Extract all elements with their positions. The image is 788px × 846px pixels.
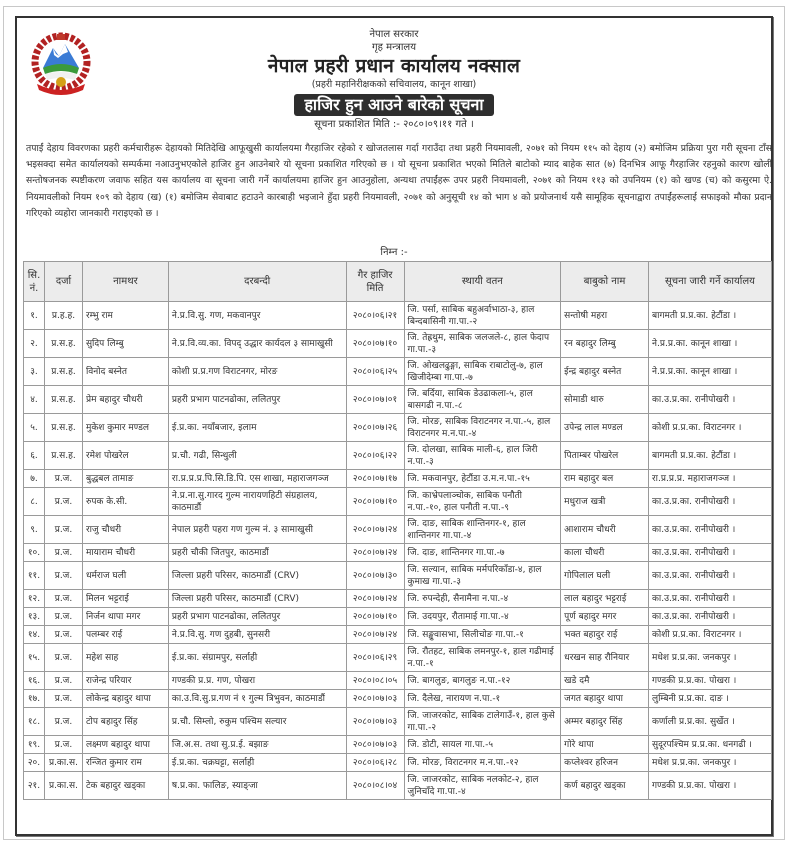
cell-issuing-office: लुम्बिनी प्र.प्र.का. दाङ । — [648, 690, 771, 708]
cell-name: सुदिप लिम्बु — [82, 330, 168, 358]
cell-absent-date: २०८०।०७।०३ — [346, 736, 404, 754]
cell-name: महेश साह — [82, 644, 168, 672]
cell-father-name: पूर्ण बहादुर मगर — [561, 608, 649, 626]
cell-issuing-office: मधेश प्र.प्र.का. जनकपुर । — [648, 754, 771, 772]
cell-father-name: ईन्द्र बहादुर बस्नेत — [561, 358, 649, 386]
cell-serial: १६. — [24, 672, 45, 690]
notice-header — [17, 28, 771, 132]
cell-permanent-address: जि. दोलखा, साबिक माली-६, हाल जिरी न.पा.-३ — [404, 442, 561, 470]
cell-absent-date: २०८०।०६।२८ — [346, 754, 404, 772]
cell-rank: प्र.ज. — [44, 470, 82, 488]
cell-absent-date: २०८०।०६।२९ — [346, 644, 404, 672]
cell-name: राजु चौधरी — [82, 516, 168, 544]
cell-rank: प्र.स.ह. — [44, 442, 82, 470]
cell-permanent-address: जि. तेह्रथुम, साबिक जलजले-८, हाल फेदाप गा.पा.-३ — [404, 330, 561, 358]
column-header-serial: सि. नं. — [24, 262, 45, 302]
page-outer-border — [3, 6, 785, 840]
cell-rank: प्र.ज. — [44, 488, 82, 516]
cell-name: प्रेम बहादुर चौधरी — [82, 386, 168, 414]
cell-serial: ९. — [24, 516, 45, 544]
cell-absent-date: २०८०।०७।१० — [346, 330, 404, 358]
cell-father-name: गोरे थापा — [561, 736, 649, 754]
cell-absent-date: २०८०।०७।१० — [346, 608, 404, 626]
cell-rank: प्र.ज. — [44, 544, 82, 562]
cell-absent-date: २०८०।०७।२४ — [346, 516, 404, 544]
cell-serial: १४. — [24, 626, 45, 644]
cell-serial: ३. — [24, 358, 45, 386]
cell-name: टेक बहादुर खड्का — [82, 772, 168, 800]
cell-rank: प्र.ज. — [44, 690, 82, 708]
cell-absent-date: २०८०।०८।०४ — [346, 772, 404, 800]
cell-name: मुकेश कुमार मण्डल — [82, 414, 168, 442]
cell-absent-date: २०८०।०७।१७ — [346, 470, 404, 488]
absent-personnel-table — [23, 261, 772, 800]
cell-father-name: अम्मर बहादुर सिंह — [561, 708, 649, 736]
table-row — [24, 470, 772, 488]
table-row — [24, 690, 772, 708]
cell-absent-date: २०८०।०७।०३ — [346, 708, 404, 736]
cell-permanent-address: जि. जाजरकोट, साबिक टालेगाउँ-१, हाल कुसे गा.पा.-२ — [404, 708, 561, 736]
cell-rank: प्र.ज. — [44, 562, 82, 590]
cell-name: मिलन भट्टराई — [82, 590, 168, 608]
cell-serial: १८. — [24, 708, 45, 736]
cell-issuing-office: कोशी प्र.प्र.का. विराटनगर । — [648, 414, 771, 442]
cell-rank: प्र.ज. — [44, 708, 82, 736]
cell-permanent-address: जि. उदयपुर, रौतामाई गा.पा.-४ — [404, 608, 561, 626]
cell-permanent-address: जि. मकवानपुर, हेटौंडा उ.म.न.पा.-१५ — [404, 470, 561, 488]
cell-posting: प्रहरी प्रभाग पाटनढोका, ललितपुर — [168, 386, 346, 414]
cell-posting: ने.प्र.वि.सु. गण, मकवानपुर — [168, 302, 346, 330]
cell-permanent-address: जि. मोरङ, विराटनगर म.न.पा.-१२ — [404, 754, 561, 772]
cell-issuing-office: का.उ.प्र.का. रानीपोखरी । — [648, 386, 771, 414]
cell-name: रम्भु राम — [82, 302, 168, 330]
cell-issuing-office: बागमती प्र.प्र.का. हेटौंडा । — [648, 442, 771, 470]
column-header-father-name: बाबुको नाम — [561, 262, 649, 302]
table-row — [24, 708, 772, 736]
cell-rank: प्र.ज. — [44, 608, 82, 626]
cell-serial: १०. — [24, 544, 45, 562]
notice-frame — [15, 16, 773, 836]
cell-permanent-address: जि. दाङ, शान्तिनगर गा.पा.-७ — [404, 544, 561, 562]
cell-father-name: राम बहादुर बल — [561, 470, 649, 488]
column-header-permanent-address: स्थायी वतन — [404, 262, 561, 302]
cell-issuing-office: मधेश प्र.प्र.का. जनकपुर । — [648, 644, 771, 672]
cell-father-name: भक्त बहादुर राई — [561, 626, 649, 644]
cell-father-name: कर्ण बहादुर खड्का — [561, 772, 649, 800]
table-row — [24, 414, 772, 442]
cell-rank: प्र.ज. — [44, 672, 82, 690]
cell-posting: ने.प्र.ना.सु.गारद गुल्म नारायणहिटी संग्रहालय, काठमाडौं — [168, 488, 346, 516]
table-row — [24, 386, 772, 414]
cell-posting: नेपाल प्रहरी पहरा गण गुल्म नं. ३ सामाखुसी — [168, 516, 346, 544]
cell-serial: २. — [24, 330, 45, 358]
cell-posting: जिल्ला प्रहरी परिसर, काठमाडौं (CRV) — [168, 590, 346, 608]
cell-serial: ११. — [24, 562, 45, 590]
cell-name: लोकेन्द्र बहादुर थापा — [82, 690, 168, 708]
cell-name: रुपक के.सी. — [82, 488, 168, 516]
cell-rank: प्र.स.ह. — [44, 330, 82, 358]
column-header-absent-date: गैर हाजिर मिति — [346, 262, 404, 302]
column-header-name: नामथर — [82, 262, 168, 302]
cell-serial: १२. — [24, 590, 45, 608]
cell-father-name: उपेन्द्र लाल मण्डल — [561, 414, 649, 442]
cell-name: धर्मराज घली — [82, 562, 168, 590]
cell-serial: ६. — [24, 442, 45, 470]
cell-absent-date: २०८०।०८।०५ — [346, 672, 404, 690]
cell-serial: १७. — [24, 690, 45, 708]
cell-posting: प्रहरी प्रभाग पाटनढोका, ललितपुर — [168, 608, 346, 626]
cell-posting: जिल्ला प्रहरी परिसर, काठमाडौं (CRV) — [168, 562, 346, 590]
cell-posting: ई.प्र.का. चक्रघट्टा, सर्लाही — [168, 754, 346, 772]
cell-name: विनोद बस्नेत — [82, 358, 168, 386]
table-row — [24, 330, 772, 358]
cell-name: राजेन्द्र परियार — [82, 672, 168, 690]
cell-rank: प्र.ज. — [44, 516, 82, 544]
cell-posting: प्र.चौ. गढी, सिन्धुली — [168, 442, 346, 470]
cell-serial: १. — [24, 302, 45, 330]
cell-issuing-office: कर्णाली प्र.प्र.का. सुर्खेत । — [648, 708, 771, 736]
table-row — [24, 516, 772, 544]
cell-rank: प्र.स.ह. — [44, 358, 82, 386]
column-header-issuing-office: सूचना जारी गर्ने कार्यालय — [648, 262, 771, 302]
cell-issuing-office: सुदूरपश्चिम प्र.प्र.का. धनगढी । — [648, 736, 771, 754]
cell-serial: १५. — [24, 644, 45, 672]
cell-permanent-address: जि. बागलुङ, बागलुङ न.पा.-१२ — [404, 672, 561, 690]
cell-issuing-office: का.उ.प्र.का. रानीपोखरी । — [648, 516, 771, 544]
cell-permanent-address: जि. मोरङ, साबिक विराटनगर न.पा.-५, हाल विराटनगर म.न.पा.-४ — [404, 414, 561, 442]
cell-serial: १९. — [24, 736, 45, 754]
cell-permanent-address: जि. बर्दिया, साबिक डेउढाकला-५, हाल बासगढी न.पा.-८ — [404, 386, 561, 414]
cell-absent-date: २०८०।०७।०३ — [346, 690, 404, 708]
cell-father-name: आशाराम चौधरी — [561, 516, 649, 544]
cell-father-name: पिताम्बर पोखरेल — [561, 442, 649, 470]
cell-permanent-address: जि. दैलेख, नारायण न.पा.-१ — [404, 690, 561, 708]
cell-rank: प्र.ज. — [44, 644, 82, 672]
table-row — [24, 608, 772, 626]
cell-posting: ई.प्र.का. संग्रामपुर, सर्लाही — [168, 644, 346, 672]
published-date: सूचना प्रकाशित मिति :- २०८०।०९।११ गते । — [314, 119, 474, 130]
notice-title-banner: हाजिर हुन आउने बारेको सूचना — [294, 94, 493, 116]
cell-issuing-office: का.उ.प्र.का. रानीपोखरी । — [648, 488, 771, 516]
cell-posting: प्रहरी चौकी जितपुर, काठमाडौं — [168, 544, 346, 562]
cell-serial: ८. — [24, 488, 45, 516]
table-row — [24, 544, 772, 562]
cell-posting: ने.प्र.वि.व्य.का. विपद् उद्धार कार्यदल ३ सामाखुसी — [168, 330, 346, 358]
cell-serial: २१. — [24, 772, 45, 800]
cell-absent-date: २०८०।०६।२१ — [346, 302, 404, 330]
cell-permanent-address: जि. रौतहट, साबिक लमनपुर-१, हाल गढीमाई न.पा.-१ — [404, 644, 561, 672]
cell-absent-date: २०८०।०७।३० — [346, 562, 404, 590]
table-row — [24, 672, 772, 690]
cell-rank: प्र.ज. — [44, 590, 82, 608]
cell-posting: कोशी प्र.प्र.गण विराटनगर, मोरङ — [168, 358, 346, 386]
table-row — [24, 626, 772, 644]
cell-name: बुद्धबल तामाङ — [82, 470, 168, 488]
cell-absent-date: २०८०।०७।१० — [346, 488, 404, 516]
cell-absent-date: २०८०।०७।२४ — [346, 626, 404, 644]
cell-father-name: लाल बहादुर भट्टराई — [561, 590, 649, 608]
cell-name: निर्जन थापा मगर — [82, 608, 168, 626]
cell-father-name: धरखन साह रौनियार — [561, 644, 649, 672]
cell-permanent-address: जि. ओखलढुङ्गा, साबिक राबाटोलु-७, हाल खिजीदेम्बा गा.पा.-७ — [404, 358, 561, 386]
column-header-rank: दर्जा — [44, 262, 82, 302]
cell-permanent-address: जि. काभ्रेपलाञ्चोक, साबिक पनौती न.पा.-१०, हाल पनौती न.पा.-९ — [404, 488, 561, 516]
table-row — [24, 736, 772, 754]
ministry-label: गृह मन्त्रालय — [371, 42, 417, 53]
cell-serial: २०. — [24, 754, 45, 772]
cell-father-name: जगत बहादुर थापा — [561, 690, 649, 708]
table-row — [24, 754, 772, 772]
cell-permanent-address: जि. सल्यान, साबिक मर्मपरिकाँडा-४, हाल कुमाख गा.पा.-३ — [404, 562, 561, 590]
cell-issuing-office: गण्डकी प्र.प्र.का. पोखरा । — [648, 772, 771, 800]
cell-serial: १३. — [24, 608, 45, 626]
government-label: नेपाल सरकार — [369, 29, 419, 40]
cell-father-name: मधुराज खत्री — [561, 488, 649, 516]
cell-absent-date: २०८०।०६।२२ — [346, 442, 404, 470]
table-row — [24, 590, 772, 608]
cell-posting: का.उ.वि.सु.प्र.गण नं १ गुल्म त्रिभुवन, काठमाडौं — [168, 690, 346, 708]
cell-rank: प्र.ज. — [44, 736, 82, 754]
list-heading: निम्न :- — [380, 247, 408, 258]
cell-serial: ५. — [24, 414, 45, 442]
cell-name: लक्ष्मण बहादुर थापा — [82, 736, 168, 754]
cell-name: रमेश पोखरेल — [82, 442, 168, 470]
cell-issuing-office: रा.प्र.प्र.प्र. महाराजगञ्ज । — [648, 470, 771, 488]
cell-name: टोप बहादुर सिंह — [82, 708, 168, 736]
cell-rank: प्र.स.ह. — [44, 386, 82, 414]
cell-issuing-office: का.उ.प्र.का. रानीपोखरी । — [648, 608, 771, 626]
cell-absent-date: २०८०।०७।०१ — [346, 386, 404, 414]
cell-issuing-office: का.उ.प्र.का. रानीपोखरी । — [648, 562, 771, 590]
table-row — [24, 358, 772, 386]
cell-permanent-address: जि. डोटी, सायल गा.पा.-५ — [404, 736, 561, 754]
table-row — [24, 562, 772, 590]
cell-name: मायाराम चौधरी — [82, 544, 168, 562]
cell-rank: प्र.स.ह. — [44, 414, 82, 442]
cell-absent-date: २०८०।०७।२४ — [346, 544, 404, 562]
cell-posting: ई.प्र.का. नयाँबजार, इलाम — [168, 414, 346, 442]
cell-father-name: खडे दमै — [561, 672, 649, 690]
cell-name: रन्जित कुमार राम — [82, 754, 168, 772]
cell-father-name: काला चौधरी — [561, 544, 649, 562]
cell-rank: प्र.का.स. — [44, 772, 82, 800]
cell-issuing-office: का.उ.प्र.का. रानीपोखरी । — [648, 590, 771, 608]
cell-rank: प्र.ह.ह. — [44, 302, 82, 330]
cell-issuing-office: ने.प्र.प्र.का. कानून शाखा । — [648, 358, 771, 386]
cell-posting: जि.अ.स. तथा सु.प्र.ई. बझाङ — [168, 736, 346, 754]
cell-permanent-address: जि. जाजरकोट, साबिक नलकोट-२, हाल जुनिचाँदे गा.पा.-४ — [404, 772, 561, 800]
cell-father-name: सन्तोषी महरा — [561, 302, 649, 330]
notice-body-paragraph: तपाईं देहाय विवरणका प्रहरी कर्मचारीहरू देहायको मितिदेखि आफूखुसी कार्यालयमा गैरहाजिर रहेको र खोजतलास गर्दा गराउँदा तथा प्रहरी नियमावली, २०७१ को नियम ११५ को देहाय (२) बमोजिम प्रक्रिया पुरा गरी सूचना टाँस भइसक्दा समेत कार्यालयको सम्पर्कमा नआउनुभएकोले हाजिर हुन आउनेबारे यो सूचना प्रकाशित गरिएको छ । यो सूचना प्रकाशित भएको मितिले बाटोको म्याद बाहेक सात (७) दिनभित्र आफू गैरहाजिर रहनुको कारण खोली सन्तोषजनक स्पष्टीकरण जवाफ सहित यस कार्यालय वा सूचना जारी गर्ने कार्यालयमा हाजिर हुन आउनुहोला, अन्यथा तपाईंहरू उपर प्रहरी नियमावली, २०७१ को नियम ११३ को उपनियम (१) को खण्ड (च) को कसुरमा ऐ. नियमावलीको नियम १०९ को देहाय (ख) (१) बमोजिम सेवाबाट हटाउने कारबाही भइजाने हुँदा प्रहरी नियमावली, २०७१ को अनुसूची १४ को भाग ४ को प्रयोजनार्थ यसै सामूहिक सूचनाद्वारा तपाईंहरूलाई सफाइको मौका प्रदान गरिएको व्यहोरा जानकारी गराइएको छ । — [26, 143, 772, 219]
cell-posting: प्र.चौ. सिम्लो, रुकुम पश्चिम सल्यार — [168, 708, 346, 736]
table-row — [24, 302, 772, 330]
cell-posting: रा.प्र.प्र.प्र.पि.सि.डि.पि. एस शाखा, महाराजगञ्ज — [168, 470, 346, 488]
cell-father-name: गोपिलाल घली — [561, 562, 649, 590]
cell-father-name: सोमाडी थारु — [561, 386, 649, 414]
table-header-row — [24, 262, 772, 302]
cell-permanent-address: जि. रुपन्देही, सैनामैना न.पा.-४ — [404, 590, 561, 608]
cell-issuing-office: का.उ.प्र.का. रानीपोखरी । — [648, 544, 771, 562]
cell-permanent-address: जि. सङ्खुवासभा, सिलीचोङ गा.पा.-१ — [404, 626, 561, 644]
cell-issuing-office: बागमती प्र.प्र.का. हेटौंडा । — [648, 302, 771, 330]
cell-name: पलम्बर राई — [82, 626, 168, 644]
cell-permanent-address: जि. पर्सा, साबिक बहुअर्वाभाठा-३, हाल बिन्दबासिनी गा.पा.-२ — [404, 302, 561, 330]
sub-office-label: (प्रहरी महानिरीक्षकको सचिवालय, कानून शाखा) — [311, 79, 477, 90]
table-row — [24, 772, 772, 800]
cell-issuing-office: ने.प्र.प्र.का. कानून शाखा । — [648, 330, 771, 358]
table-row — [24, 488, 772, 516]
cell-permanent-address: जि. दाङ, साबिक शान्तिनगर-१, हाल शान्तिनगर गा.पा.-४ — [404, 516, 561, 544]
cell-serial: ४. — [24, 386, 45, 414]
cell-absent-date: २०८०।०७।२४ — [346, 590, 404, 608]
cell-serial: ७. — [24, 470, 45, 488]
cell-absent-date: २०८०।०७।२६ — [346, 414, 404, 442]
cell-rank: प्र.का.स. — [44, 754, 82, 772]
office-title: नेपाल प्रहरी प्रधान कार्यालय नक्साल — [267, 55, 521, 77]
cell-absent-date: २०८०।०६।२५ — [346, 358, 404, 386]
cell-posting: ष.प्र.का. फालिङ, स्याङ्जा — [168, 772, 346, 800]
column-header-posting: दरबन्दी — [168, 262, 346, 302]
cell-father-name: रन बहादुर लिम्बु — [561, 330, 649, 358]
cell-posting: ने.प्र.वि.सु. गण दुहबी, सुनसरी — [168, 626, 346, 644]
table-row — [24, 644, 772, 672]
cell-issuing-office: गण्डकी प्र.प्र.का. पोखरा । — [648, 672, 771, 690]
cell-rank: प्र.ज. — [44, 626, 82, 644]
table-row — [24, 442, 772, 470]
cell-issuing-office: कोशी प्र.प्र.का. विराटनगर । — [648, 626, 771, 644]
cell-father-name: कप्लेश्वर हरिजन — [561, 754, 649, 772]
cell-posting: गण्डकी प्र.प्र. गण, पोखरा — [168, 672, 346, 690]
